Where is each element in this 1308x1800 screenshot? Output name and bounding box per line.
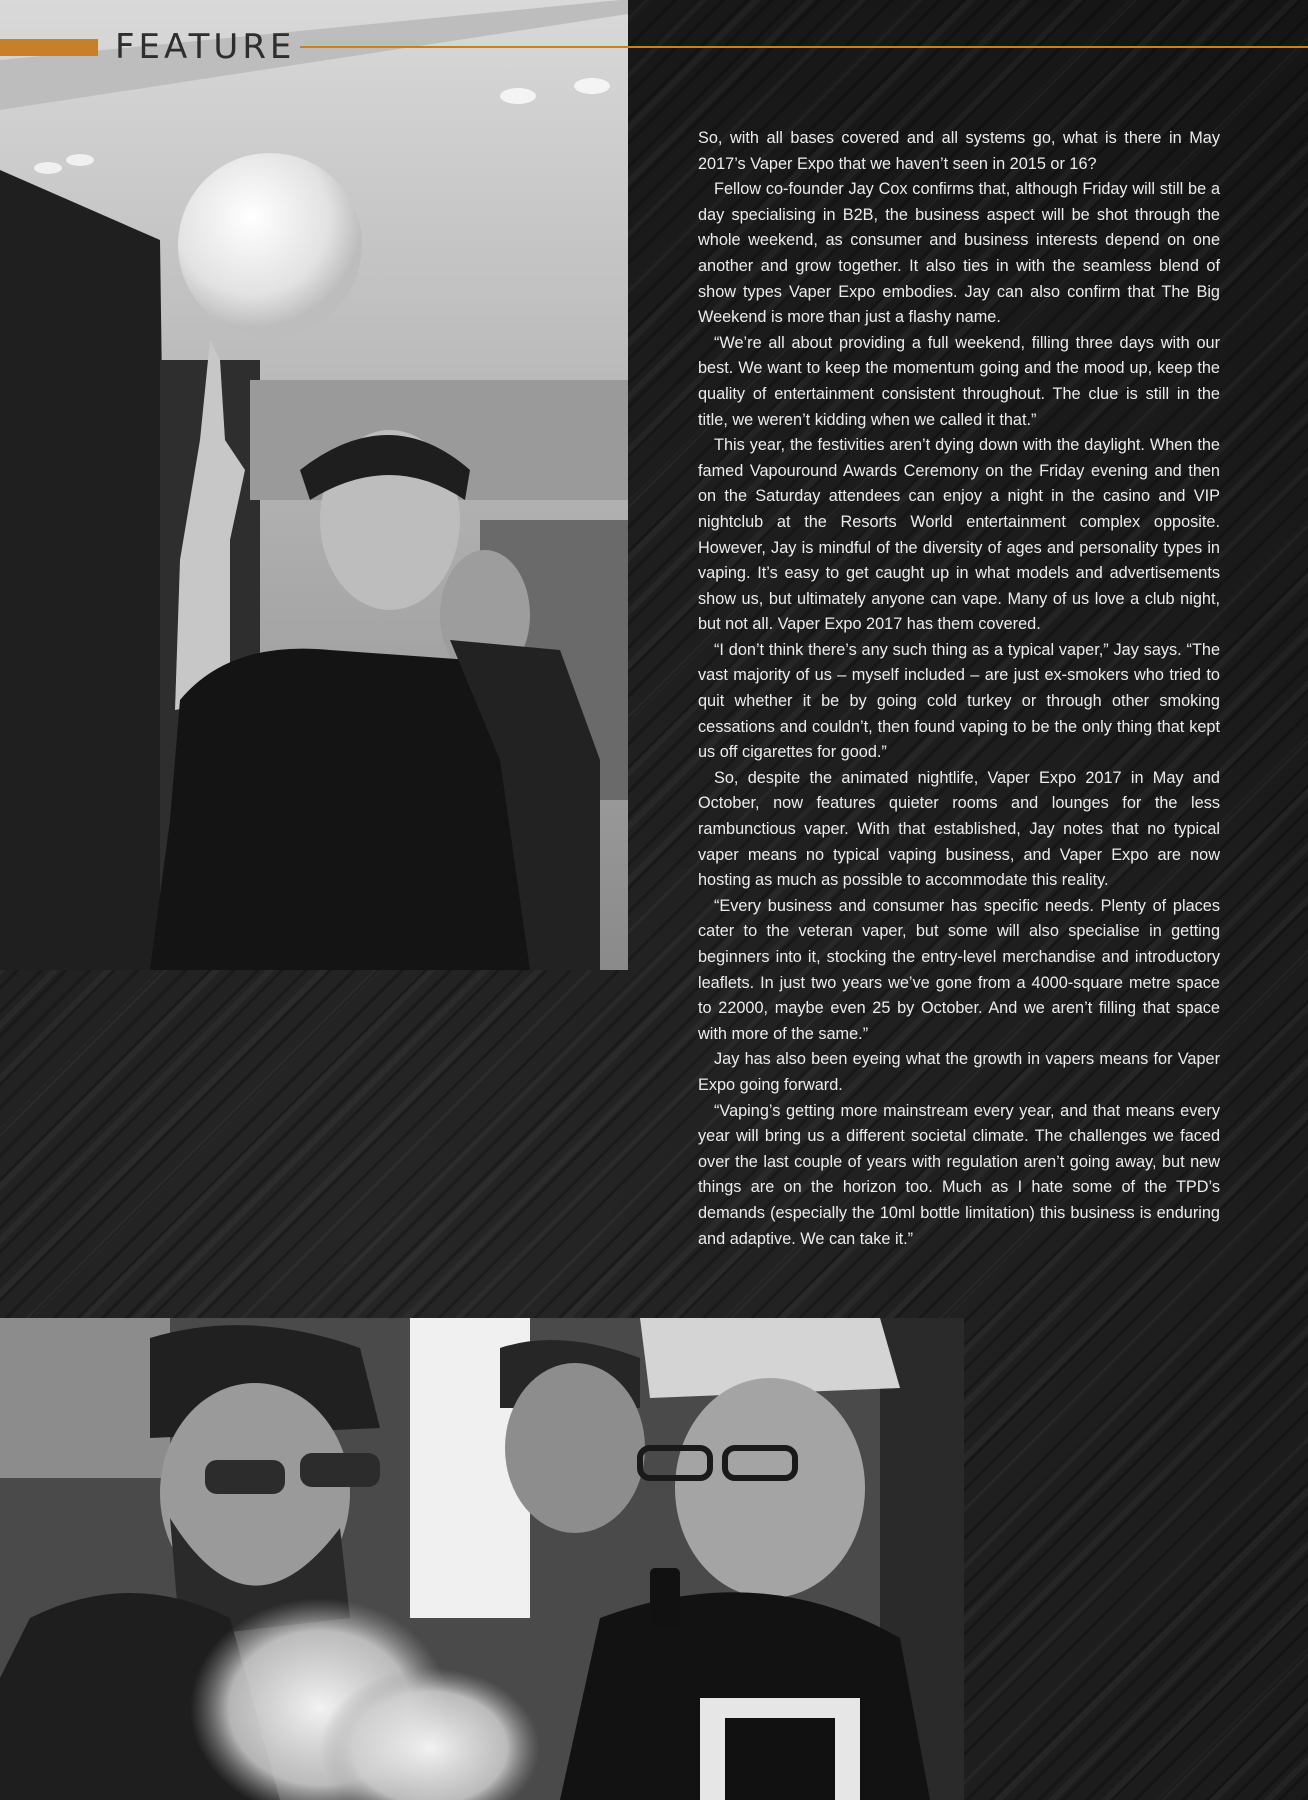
article-paragraph: Fellow co-founder Jay Cox confirms that, although Friday will still be a day specialising in B2B, the business aspect will be shot through the whole weekend, as consumer and business interests depend on one another and grow together. It also ties in with the seamless blend of show types Vaper Expo embodies. Jay can also confirm that The Big Weekend is more than just a flashy name.	[698, 180, 1220, 327]
bottom-photo-illustration	[0, 1318, 964, 1800]
header-accent-bar	[0, 39, 98, 56]
bottom-photo	[0, 1318, 964, 1800]
article-paragraph: Jay has also been eyeing what the growth in vapers means for Vaper Expo going forward.	[698, 1050, 1220, 1094]
article-paragraph: This year, the festivities aren’t dying down with the daylight. When the famed Vapouround Awards Ceremony on the Friday evening and then on the Saturday attendees can enjoy a night in the casino and VIP nightclub at the Resorts World entertainment complex opposite. However, Jay is mindful of the diversity of ages and personality types in vaping. It’s easy to get caught up in what models and advertisements show us, but ultimately anyone can vape. Many of us love a club night, but not all. Vaper Expo 2017 has them covered.	[698, 436, 1220, 634]
section-label: FEATURE	[115, 27, 296, 67]
top-photo-illustration	[0, 0, 628, 970]
header-rule	[300, 46, 1308, 48]
top-photo	[0, 0, 628, 970]
article-paragraph: “Every business and consumer has specific needs. Plenty of places cater to the veteran vaper, but some will also specialise in getting beginners into it, stocking the entry-level merchandise and introductory leaflets. In just two years we’ve gone from a 4000-square metre space to 22000, maybe even 25 by October. And we aren’t filling that space with more of the same.”	[698, 896, 1220, 1043]
article-paragraph: “We’re all about providing a full weekend, filling three days with our best. We want to keep the momentum going and the mood up, keep the quality of entertainment consistent throughout. The clue is still in the title, we weren’t kidding when we called it that.”	[698, 333, 1220, 429]
article-paragraph: “I don’t think there’s any such thing as a typical vaper,” Jay says. “The vast majority of us – myself included – are just ex-smokers who tried to quit whether it be by going cold turkey or through other smoking cessations and couldn’t, then found vaping to be the only thing that kept us off cigarettes for good.”	[698, 640, 1220, 762]
article-paragraph: So, with all bases covered and all systems go, what is there in May 2017’s Vaper Expo that we haven’t seen in 2015 or 16?	[698, 129, 1220, 173]
article-paragraph: “Vaping’s getting more mainstream every year, and that means every year will bring us a different societal climate. The challenges we faced over the last couple of years with regulation aren’t going away, but new things are on the horizon too. Much as I hate some of the TPD’s demands (especially the 10ml bottle limitation) this business is enduring and adaptive. We can take it.”	[698, 1101, 1220, 1248]
article-paragraph: So, despite the animated nightlife, Vaper Expo 2017 in May and October, now features quieter rooms and lounges for the less rambunctious vaper. With that established, Jay notes that no typical vaper means no typical vaping business, and Vaper Expo are now hosting as much as possible to accommodate this reality.	[698, 768, 1220, 890]
article-body	[698, 126, 1220, 1252]
